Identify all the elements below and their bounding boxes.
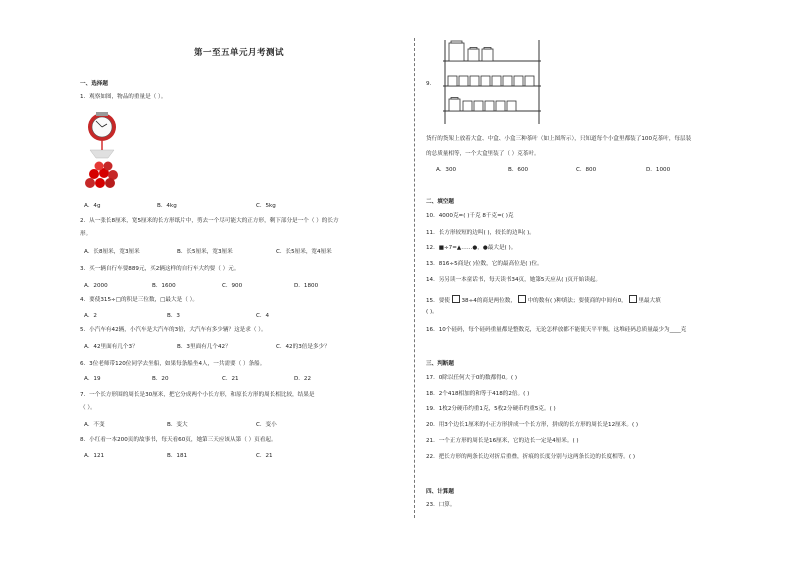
- option-a[interactable]: A．4g: [84, 203, 101, 209]
- option-b[interactable]: B．4kg: [157, 203, 177, 209]
- question-9-line-1: 货行的货架上放着大盒、中盒、小盒三种茶叶（如上图所示），只知道每个小盒里都装了100克茶叶，每层装: [426, 136, 692, 142]
- option-b[interactable]: B．变大: [167, 422, 188, 428]
- option-b[interactable]: B．20: [152, 376, 169, 382]
- option-d[interactable]: D．1800: [294, 283, 319, 289]
- question-3: 3．买一辆自行车要889元，买2辆这样的自行车大约要（ ）元。: [80, 266, 240, 272]
- option-c[interactable]: C．21: [256, 453, 273, 459]
- question-21: 21．一个正方形的周长是16厘米，它的边长一定是4厘米。( ): [426, 438, 579, 444]
- section-judge-heading: 三、判断题: [426, 361, 454, 367]
- section-calc-heading: 四、计算题: [426, 489, 454, 495]
- option-a[interactable]: A．300: [436, 167, 457, 173]
- option-c[interactable]: C．长5厘米，宽4厘米: [276, 249, 332, 255]
- question-15-expression: 38÷4的商是两位数，: [461, 298, 516, 304]
- option-b[interactable]: B．181: [167, 453, 188, 459]
- question-20: 20．用3个边长1厘米的小正方形拼成一个长方形，拼成的长方形的周长是12厘米。( ): [426, 422, 639, 428]
- question-15-line-2: ( )。: [426, 309, 438, 315]
- section-choice-heading: 一、选择题: [80, 81, 108, 87]
- question-13: 13．816÷5商是( )位数，它的最高位是( )位。: [426, 261, 543, 267]
- question-9-number: 9．: [426, 81, 436, 87]
- question-1: 1．观察如图，物品的重量是（ ）。: [80, 94, 167, 100]
- option-d[interactable]: D．1000: [646, 167, 671, 173]
- question-11: 11．长方形较短的边叫( )，较长的边叫( )。: [426, 230, 535, 236]
- blank-box: [452, 295, 460, 303]
- option-c[interactable]: C．5kg: [256, 203, 276, 209]
- option-c[interactable]: C．900: [222, 283, 243, 289]
- question-8: 8．小红看一本200页的故事书，每天看60页，她第三天应该从第（ ）页看起。: [80, 437, 277, 443]
- question-7-line-1: 7．一个长方形围的周长是30厘米，把它分成两个小长方形，和原长方形的周长相比较，结果是: [80, 392, 315, 398]
- option-b[interactable]: B．3: [167, 313, 180, 319]
- option-a[interactable]: A．121: [84, 453, 105, 459]
- question-15-middle: 中的数有( )种填法；要使商的中间有0，: [527, 298, 627, 304]
- option-c[interactable]: C．21: [222, 376, 239, 382]
- question-6: 6．3位老师带120位同学去坐船，如果每条船坐4人，一共需要（ ）条船。: [80, 361, 266, 367]
- tea-shelf-illustration: [442, 38, 542, 124]
- option-a[interactable]: A．长8厘米，宽3厘米: [84, 249, 140, 255]
- question-15-line-1: [426, 295, 661, 305]
- question-15-tail: 里最大填: [638, 298, 661, 304]
- option-d[interactable]: D．22: [294, 376, 312, 382]
- option-b[interactable]: B．600: [508, 167, 529, 173]
- option-b[interactable]: B．长5厘米，宽3厘米: [177, 249, 233, 255]
- question-18: 18．2个418相加的和等于418的2倍。( ): [426, 391, 530, 397]
- question-10: 10．4000克=( )千克 8千克=( )克: [426, 213, 514, 219]
- scale-illustration: [82, 110, 122, 192]
- option-c[interactable]: C．800: [576, 167, 597, 173]
- option-a[interactable]: A．42里面有几个3？: [84, 344, 138, 350]
- blank-box: [629, 295, 637, 303]
- option-b[interactable]: B．1600: [152, 283, 176, 289]
- question-17: 17．0除以任何大于0的数都得0。( ): [426, 375, 518, 381]
- page-title: 第一至五单元月考测试: [193, 48, 284, 58]
- question-9-line-2: 的总质量相等，一个大盒里装了（ ）克茶叶。: [426, 151, 540, 157]
- option-b[interactable]: B．3里面有几个42？: [177, 344, 231, 350]
- option-c[interactable]: C．变小: [256, 422, 277, 428]
- question-2-line-1: 2．从一张长8厘米，宽5厘米的长方形纸片中，剪去一个尽可能大的正方形，剩下部分是一个（ ）的长方: [80, 218, 339, 224]
- section-fill-heading: 二、填空题: [426, 199, 454, 205]
- question-15-lead: 15．要使: [426, 298, 450, 304]
- option-c[interactable]: C．4: [256, 313, 270, 319]
- question-2-line-2: 形。: [80, 231, 92, 237]
- option-a[interactable]: A．不变: [84, 422, 105, 428]
- blank-box: [518, 295, 526, 303]
- left-column: [80, 0, 398, 562]
- question-14: 14．另另读一本童话书，每天读书34页，她第5天应从( )页开始读起。: [426, 277, 601, 283]
- question-23: 23．口算。: [426, 502, 456, 508]
- question-19: 19．1枚2分硬币约重1克，5枚2分硬币约重5克。( ): [426, 406, 556, 412]
- question-22: 22．把长方形的两条长边对折后重叠，折痕的长度分别与这两条长边的长度相等。( ): [426, 454, 636, 460]
- question-7-line-2: （ ）。: [80, 405, 96, 411]
- question-12: 12．■÷7=▲……●，●最大是( )。: [426, 245, 517, 251]
- option-a[interactable]: A．2000: [84, 283, 108, 289]
- option-a[interactable]: A．19: [84, 376, 101, 382]
- question-16: 16．10个硅码，每个硅码重量都是整数克，无论怎样放都不能使天平平衡，这堆硅码总质量最少为____克: [426, 327, 687, 333]
- question-4: 4．要使315÷□的积是三位数，□最大是（ ）。: [80, 297, 198, 303]
- column-divider: [414, 38, 415, 518]
- right-column: [426, 0, 771, 562]
- option-a[interactable]: A．2: [84, 313, 97, 319]
- question-5: 5．小汽车有42辆，小汽车是大汽车的3倍，大汽车有多少辆？这是求（ ）。: [80, 327, 267, 333]
- option-c[interactable]: C．42的3倍是多少？: [276, 344, 330, 350]
